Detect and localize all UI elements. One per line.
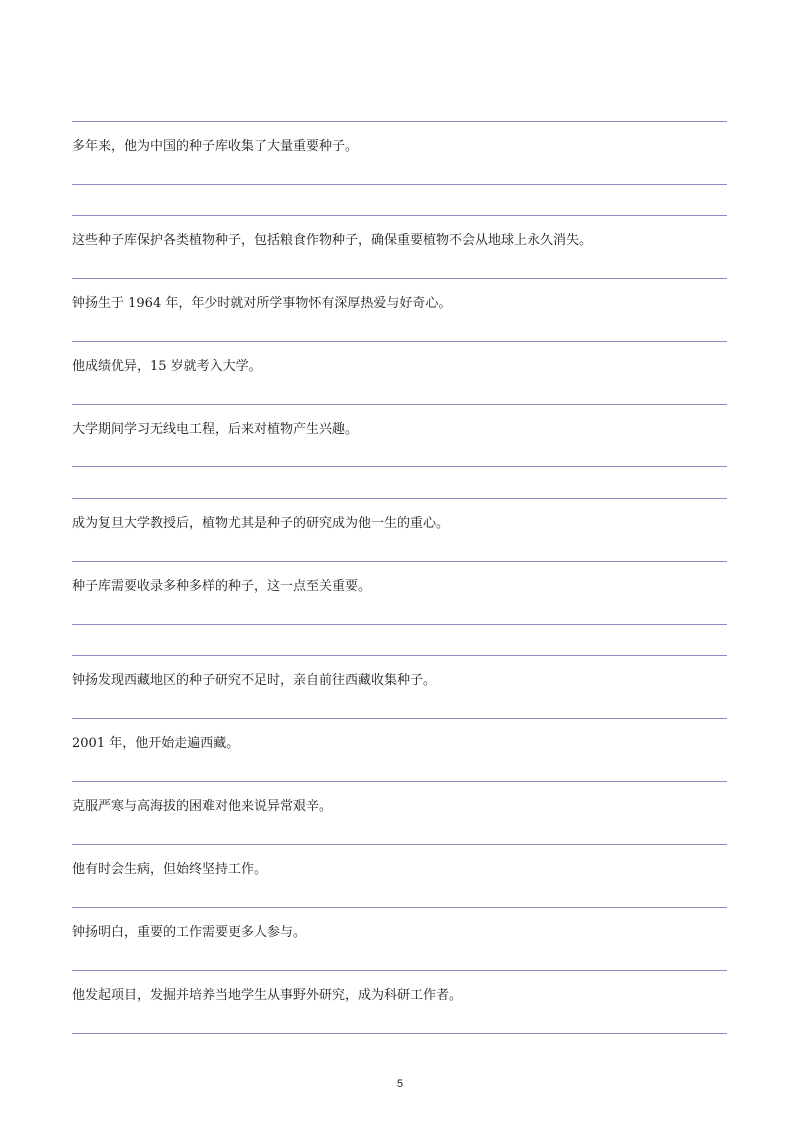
sentence-line: 钟扬生于 1964 年，年少时就对所学事物怀有深厚热爱与好奇心。 [72, 296, 452, 311]
ruled-line [72, 970, 727, 971]
sentence-line: 他发起项目，发掘并培养当地学生从事野外研究，成为科研工作者。 [72, 988, 463, 1003]
ruled-line [72, 498, 727, 499]
ruled-line [72, 907, 727, 908]
sentence-line: 钟扬明白，重要的工作需要更多人参与。 [72, 925, 307, 940]
ruled-line [72, 184, 727, 185]
sentence-line: 多年来，他为中国的种子库收集了大量重要种子。 [72, 139, 359, 154]
ruled-line [72, 404, 727, 405]
ruled-line [72, 844, 727, 845]
sentence-line: 克服严寒与高海拔的困难对他来说异常艰辛。 [72, 799, 333, 814]
ruled-line [72, 781, 727, 782]
ruled-line [72, 121, 727, 122]
ruled-line [72, 561, 727, 562]
ruled-line [72, 624, 727, 625]
ruled-line [72, 215, 727, 216]
ruled-line [72, 466, 727, 467]
page-number: 5 [396, 1078, 404, 1090]
ruled-line [72, 655, 727, 656]
sentence-line: 钟扬发现西藏地区的种子研究不足时，亲自前往西藏收集种子。 [72, 673, 437, 688]
ruled-line [72, 1033, 727, 1034]
ruled-line [72, 718, 727, 719]
ruled-line [72, 278, 727, 279]
sentence-line: 2001 年，他开始走遍西藏。 [72, 736, 240, 751]
sentence-line: 大学期间学习无线电工程，后来对植物产生兴趣。 [72, 422, 359, 437]
sentence-line: 种子库需要收录多种多样的种子，这一点至关重要。 [72, 579, 372, 594]
sentence-line: 他成绩优异，15 岁就考入大学。 [72, 359, 262, 374]
ruled-line [72, 341, 727, 342]
sentence-line: 这些种子库保护各类植物种子，包括粮食作物种子，确保重要植物不会从地球上永久消失。 [72, 233, 593, 248]
sentence-line: 成为复旦大学教授后，植物尤其是种子的研究成为他一生的重心。 [72, 516, 450, 531]
sentence-line: 他有时会生病，但始终坚持工作。 [72, 862, 268, 877]
